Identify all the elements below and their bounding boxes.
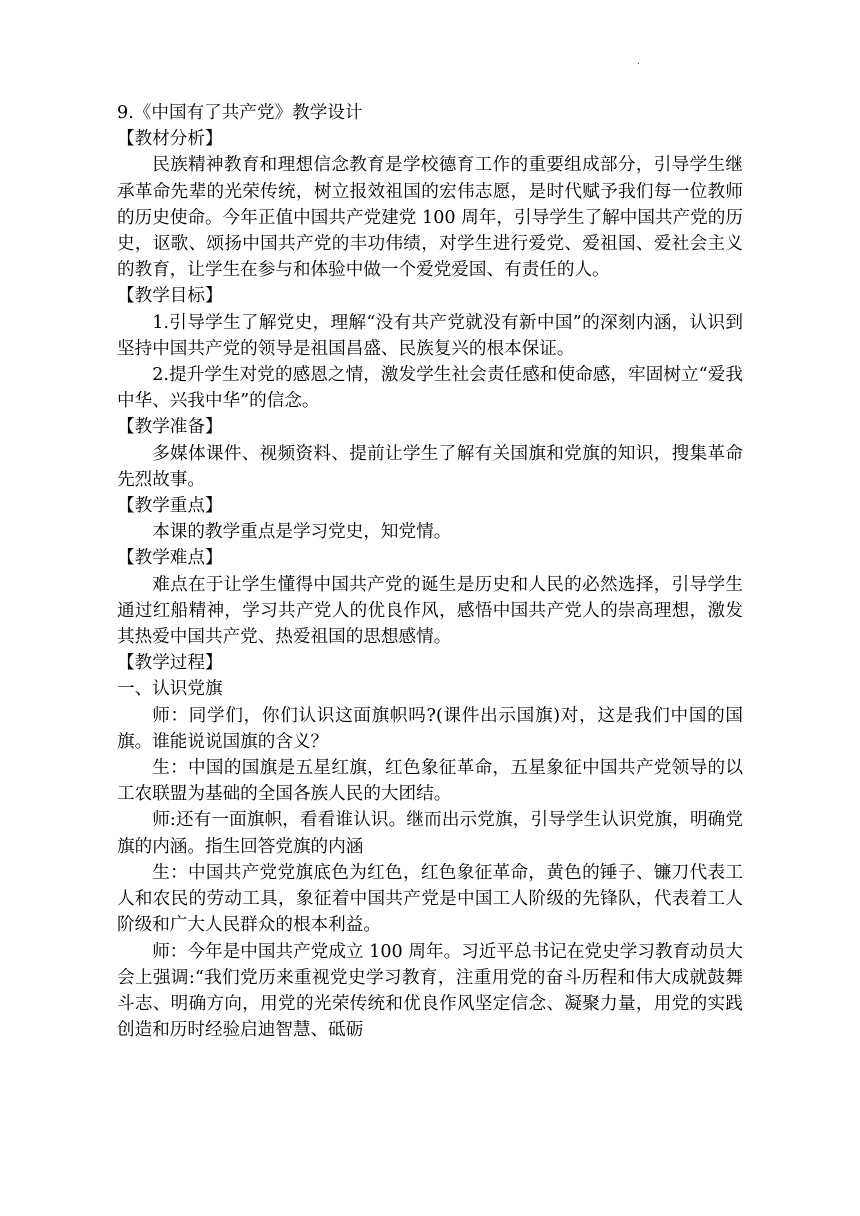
section-heading-teaching-goals: 【教学目标】 xyxy=(117,286,223,307)
section-heading-teaching-process: 【教学过程】 xyxy=(117,653,223,674)
corner-mark: . xyxy=(637,57,640,67)
section-heading-key-points: 【教学重点】 xyxy=(117,496,223,517)
paragraph-dialogue-4: 生：中国共产党党旗底色为红色，红色象征革命，黄色的锤子、镰刀代表工人和农民的劳动工具，象征着中国共产党是中国工人阶级的先锋队，代表着工人阶级和广大人民群众的根本利益。 xyxy=(117,862,743,936)
paragraph-preparation: 多媒体课件、视频资料、提前让学生了解有关国旗和党旗的知识，搜集革命先烈故事。 xyxy=(117,443,743,490)
document-title: 9.《中国有了共产党》教学设计 xyxy=(117,103,363,123)
section-heading-teaching-preparation: 【教学准备】 xyxy=(117,417,223,438)
section-heading-difficulties: 【教学难点】 xyxy=(117,548,223,569)
section-heading-textbook-analysis: 【教材分析】 xyxy=(117,129,223,150)
document-body xyxy=(117,100,743,1043)
subsection-heading-party-flag: 一、认识党旗 xyxy=(117,679,223,700)
paragraph-dialogue-3: 师:还有一面旗帜，看看谁认识。继而出示党旗，引导学生认识党旗，明确党旗的内涵。指生回答党旗的内涵 xyxy=(117,810,743,857)
paragraph-goal-2: 2.提升学生对党的感恩之情，激发学生社会责任感和使命感，牢固树立“爱我中华、兴我中华”的信念。 xyxy=(117,365,743,412)
paragraph-key-points: 本课的教学重点是学习党史，知党情。 xyxy=(152,522,452,543)
paragraph-dialogue-1: 师：同学们，你们认识这面旗帜吗?(课件出示国旗)对，这是我们中国的国旗。谁能说说国旗的含义？ xyxy=(117,705,743,752)
paragraph-dialogue-2: 生：中国的国旗是五星红旗，红色象征革命，五星象征中国共产党领导的以工农联盟为基础的全国各族人民的大团结。 xyxy=(117,758,743,805)
paragraph-textbook-analysis: 民族精神教育和理想信念教育是学校德育工作的重要组成部分，引导学生继承革命先辈的光荣传统，树立报效祖国的宏伟志愿，是时代赋予我们每一位教师的历史使命。今年正值中国共产党建党 100 周年，引导学生了解中国共产党的历史，讴歌、颂扬中国共产党的丰功伟绩，对学生进行爱党、爱祖国、爱社会主义的教育，让学生在参与和体验中做一个爱党爱国、有责任的人。 xyxy=(117,155,743,281)
paragraph-dialogue-5: 师：今年是中国共产党成立 100 周年。习近平总书记在党史学习教育动员大会上强调:“我们党历来重视党史学习教育，注重用党的奋斗历程和伟大成就鼓舞斗志、明确方向，用党的光荣传统和优良作风坚定信念、凝聚力量，用党的实践创造和历时经验启迪智慧、砥砺 xyxy=(117,941,743,1041)
paragraph-goal-1: 1.引导学生了解党史，理解“没有共产党就没有新中国”的深刻内涵，认识到坚持中国共产党的领导是祖国昌盛、民族复兴的根本保证。 xyxy=(117,312,743,359)
paragraph-difficulties: 难点在于让学生懂得中国共产党的诞生是历史和人民的必然选择，引导学生通过红船精神，学习共产党人的优良作风，感悟中国共产党人的崇高理想，激发其热爱中国共产党、热爱祖国的思想感情。 xyxy=(117,574,743,648)
